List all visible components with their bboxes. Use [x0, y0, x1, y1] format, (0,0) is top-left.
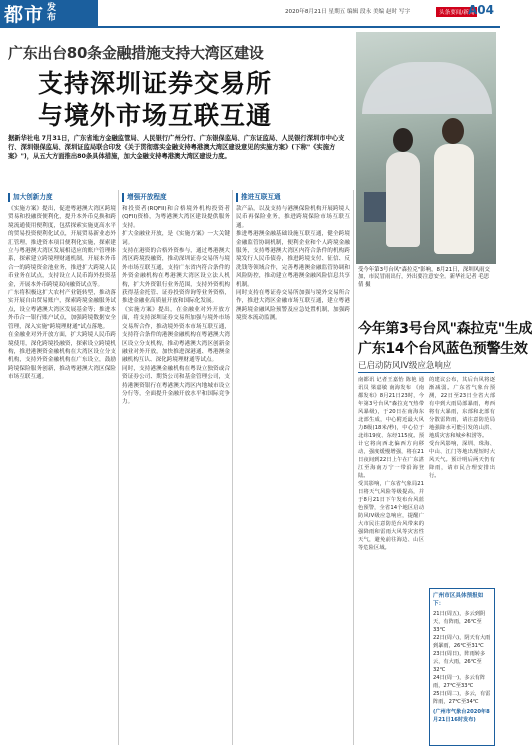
lead-paragraph: 据新华社电 7月31日，广东省地方金融监管局、人民银行广州分行、广东银保监局、广东证监局、人民银行深圳市中心支行、深圳银保监局、深圳证监局联合印发《关于贯彻落实金融支持粤港澳大湾区建设意见的实施方案》(下称"《实施方案》")，从五大方面推出80条具体措施，加大金融支持粤港澳大湾区建设力度。	[8, 135, 345, 160]
forecast-source: (广州市气象台2020年8月21日16时发布)	[433, 709, 490, 723]
lead-headline-line1: 支持深圳证券交易所	[38, 69, 273, 98]
forecast-box	[429, 588, 495, 746]
bag-shape	[364, 192, 386, 222]
subheading: 推进互联互通	[236, 193, 350, 202]
column-text: 和投资者(RQFII)和合格境外机构投资者(QFII)资格，为粤港澳大湾区建设提供服务支持。 扩大金融业开放，是《实施方案》一大关键词。 支持在港资的合格外资参与，通过粤港澳大湾区跨境投融资，推动深圳证券交易所与境外市场互联互通，支持广东省内符合条件的外资金融机构在粤港澳大湾区设立法人机构，扩大外资银行业务范围，支持外资机构获得基金托管、证券投资咨询等业务资格，推进金融业高质量开放和国际化发展。 《实施方案》提出，在金融业对外开放方面，将支持深圳证券交易所加强与境外市场交易所合作，推动境外资本市场互联互通，支持符合条件的港澳金融机构在粤港澳大湾区设立分支机构，推动粤港澳大湾区创新金融业对外开放，加快推进深港通、粤港澳金融机构互认、深化跨境理财通等试点。 同时，支持港澳金融机构在粤设立独资或合资证券公司、期货公司和基金管理公司，支持港澳资银行在粤港澳大湾区内地城市设立分行等，全面提升金融开放水平和国际竞争力。	[122, 206, 230, 406]
lead-column-1	[8, 190, 116, 745]
typhoon-column-2: 的建议公布，其后台风将逐渐减弱。广东省气象台预测，22日至23日全省大部有中到大雨局部暴雨，粤西将有大暴雨，东部和北部有分散雷阵雨，请注意防范局地强降水可能引发的山洪、地质灾害和城乡积涝等。 受台风影响，深圳、珠海、中山、江门等地出现短时大风天气。预计明后两天仍有降雨，请市民合理安排出行。	[429, 377, 495, 479]
forecast-item: 25日(周二)，多云，有雷阵雨，27℃至34℃	[433, 691, 491, 705]
page-badge: 头条要闻/新闻	[436, 7, 477, 17]
person-body	[434, 144, 474, 254]
typhoon-rule	[358, 372, 494, 373]
date-line: 2020年8月21日 星期五 编辑 段永 美编 赵时 写字	[285, 9, 411, 15]
typhoon-headline-line2: 广东14个台风蓝色预警生效	[358, 341, 528, 357]
masthead	[0, 0, 500, 26]
forecast-title: 广州市区具体预报如下：	[433, 593, 484, 607]
forecast-item: 22日(周六)，阴天有大雨到暴雨，26℃至31℃	[433, 635, 491, 649]
typhoon-column-1: 南都讯 记者王嘉怡 陈艳 通讯员 梁嘉敏 南海发布 《南都发布》8月21日23时，今年第3号台风"森拉克"(热带风暴级)，于20日在南海东北部生成，中心附近最大风力8级(18米/秒)，中心位于北纬19度、东经115度。预计它将向西北偏西方向移动，强度缓慢增强，将在21日夜间到22日上午在广东湛江至海南万宁一带沿海登陆。 受其影响，广东省气象局21日将天气风险等级提高，并于8月21日下午发布台风蓝色预警，全省14个地区启动防风IV级应急响应，提醒广大市民注意防范台风带来的强降雨和雷雨大风等灾害性天气，避免前往海边、山区等危险区域。	[358, 377, 424, 551]
column-divider	[118, 190, 119, 745]
brand-title: 都市	[4, 3, 45, 26]
page-number: A04	[468, 3, 494, 17]
forecast-item: 24日(周一)，多云有阵雨，27℃至33℃	[433, 675, 486, 689]
typhoon-subtitle: 已启动防风IV级应急响应	[358, 361, 452, 371]
column-divider	[232, 190, 233, 745]
section-brand	[0, 0, 98, 26]
typhoon-headline-line1: 今年第3号台风"森拉克"生成	[358, 321, 532, 337]
column-text: 款产品，以及支持与港澳保险机构开展跨境人民币再保险业务，推进跨境保险市场互联互通。 推进粤港澳金融基础设施互联互通，健全跨境金融监管协调机制，便利企业和个人跨境金融服务，支持粤港澳大湾区内符合条件的机构跨境发行人民币债券，推进跨境支付、征信、反洗钱等领域合作，完善粤港澳金融监管协调和风险防控，推动建立粤港澳金融风险信息共享机制。 同时支持在粤证券交易所加强与境外交易所合作，推进大湾区金融市场互联互通，建立粤港澳跨境金融风险预警及应急处置机制，加强跨境资本流动监测。	[236, 206, 350, 322]
photo-caption: 受今年第3号台风"森拉克"影响，8月21日，深圳风雨交加，市民冒雨出行，外出要注意安全。新华社记者 毛思倩 摄	[358, 267, 490, 288]
news-photo	[356, 32, 496, 264]
umbrella-shape	[362, 62, 492, 114]
person-body	[386, 152, 420, 247]
lead-column-3	[236, 190, 350, 745]
column-divider	[353, 190, 354, 745]
person-head	[393, 128, 413, 152]
forecast-item: 23日(周日)，阵雨转多云，有大雨，26℃至32℃	[433, 651, 486, 673]
subheading: 增强开放程度	[122, 193, 230, 202]
person-head	[442, 118, 464, 144]
lead-kicker: 广东出台80条金融措施支持大湾区建设	[8, 44, 264, 62]
lead-headline-line2: 与境外市场互联互通	[38, 101, 273, 130]
brand-section: 发布	[47, 3, 57, 23]
column-text: 《实施方案》提出，促进粤港澳大湾区跨境贸易和投融资便利化，提升本外币兑换和跨境流通使用便利度，包括探索实施更高水平的贸易投资便利化试点，开展贸易新业态外汇管理，推进资本项目便利化实施，探索建立与粤港澳大湾区发展相适应的账户管理体系，探索建立跨境理财通机制，开展本外币合一的跨境资金池业务，推进扩大跨境人民币业务在试点，支持设立人民币海外投资基金，开展本外币跨境双向融资试点等。 广东将积极这扩大农村产业链转型，推动落实开展自由贸易账户，探索跨境金融服务试点，设立粤港澳大湾区发展基金等；推进本外币合一银行账户试点，加强跨境数据安全管理，深入实施"跨境理财通"试点落地。 在金融业对外开放方面，扩大跨境人民币跨境使用，深化跨境投融资，探索设立跨境机构，推进港澳资金融机构在大湾区设立分支机构，支持外资金融机构在广东设立，鼓励跨境保险服务创新，推动粤港澳大湾区保险市场互联互通。	[8, 206, 116, 381]
forecast-item: 21日(周五)，多云到阴天，有阵雨，26℃至33℃	[433, 611, 486, 633]
header-rule	[0, 26, 500, 28]
subheading: 加大创新力度	[8, 193, 116, 202]
lead-column-2	[122, 190, 230, 745]
